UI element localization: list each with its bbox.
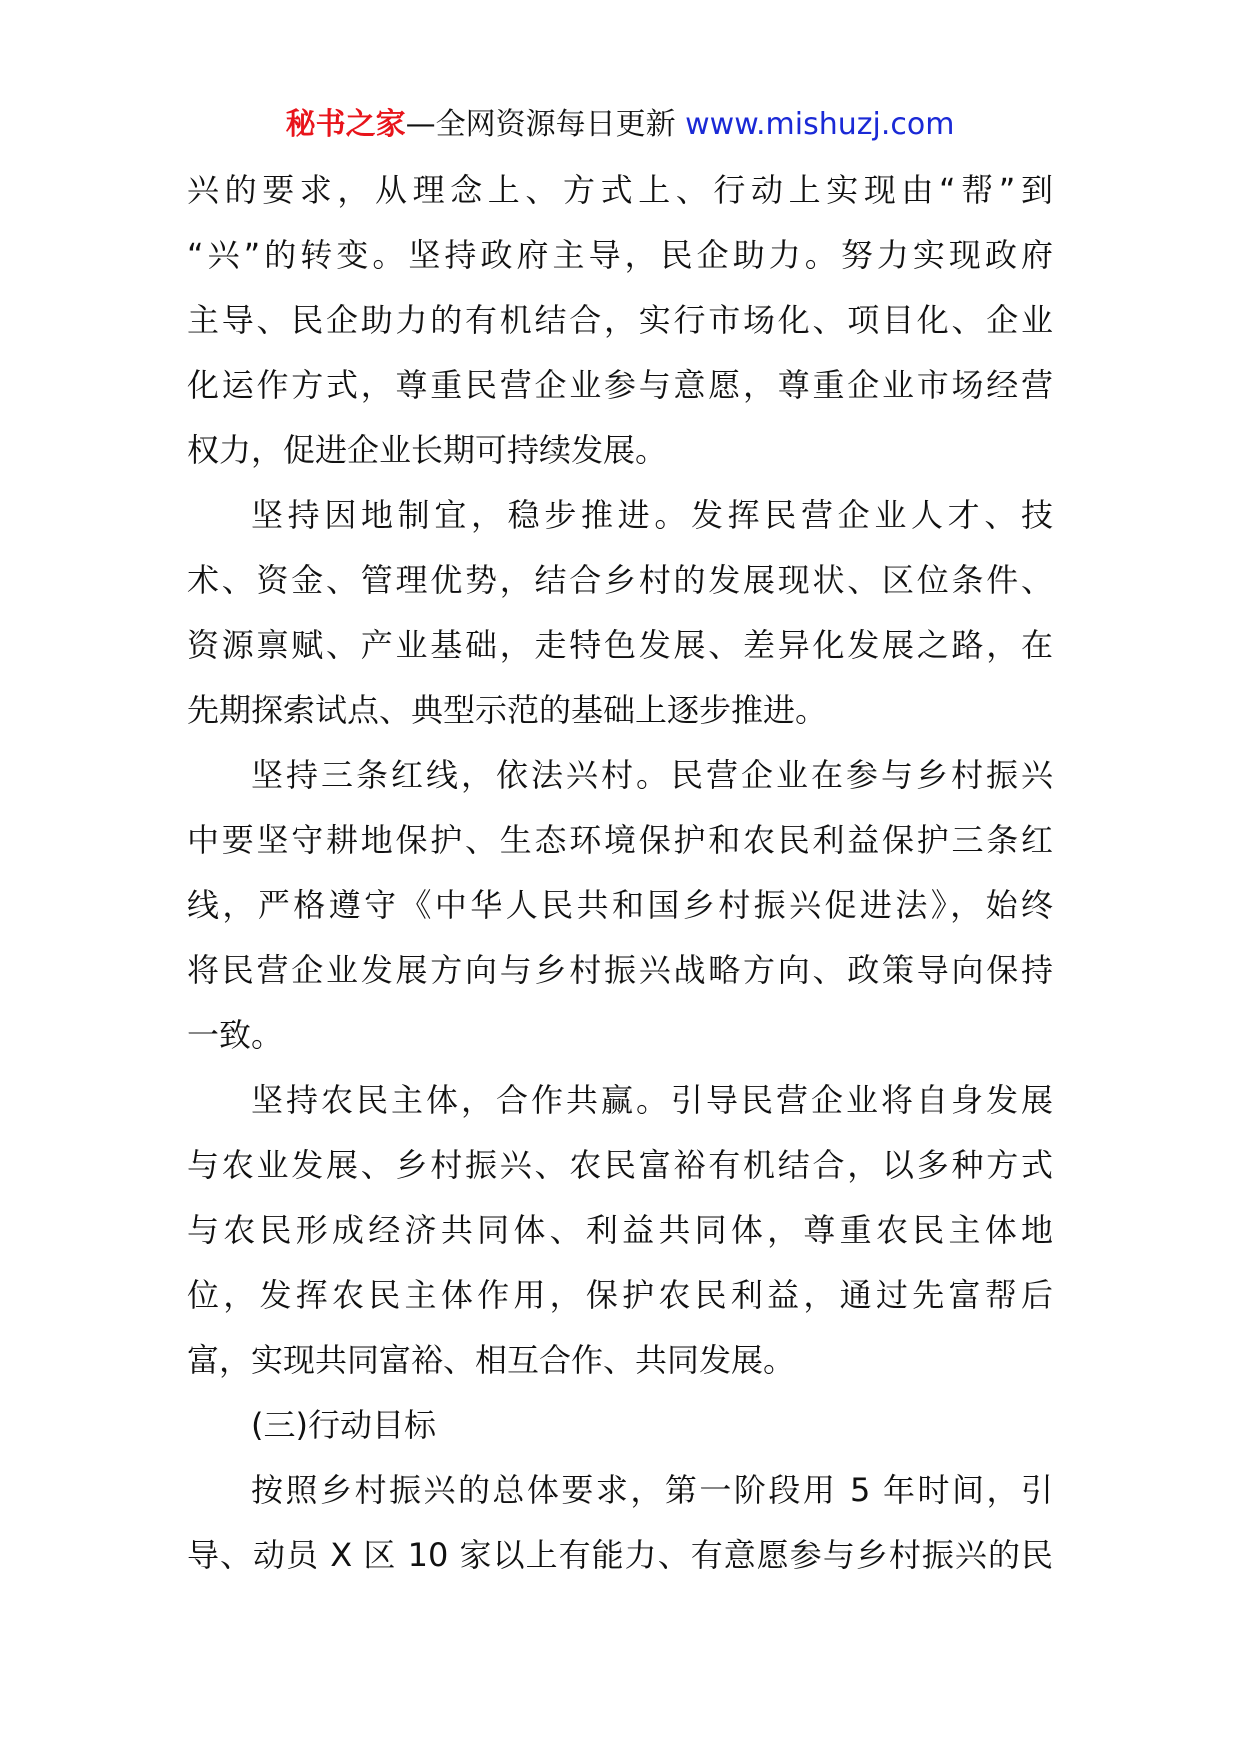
- text-line: 导、动员 X 区 10 家以上有能力、有意愿参与乡村振兴的民: [187, 1536, 1053, 1574]
- text-line: 坚持三条红线，依法兴村。民营企业在参与乡村振兴: [251, 756, 1053, 794]
- text-line: 坚持农民主体，合作共赢。引导民营企业将自身发展: [251, 1081, 1053, 1119]
- text-line: “兴”的转变。坚持政府主导，民企助力。努力实现政府: [187, 236, 1053, 274]
- text-line: 先期探索试点、典型示范的基础上逐步推进。: [187, 691, 828, 729]
- text-line: 兴的要求，从理念上、方式上、行动上实现由“帮”到: [187, 171, 1053, 209]
- text-line: 一致。: [187, 1016, 284, 1054]
- text-line: 与农民形成经济共同体、利益共同体，尊重农民主体地: [187, 1211, 1053, 1249]
- text-line: 位，发挥农民主体作用，保护农民利益，通过先富帮后: [187, 1276, 1053, 1314]
- text-line: 富，实现共同富裕、相互合作、共同发展。: [187, 1341, 796, 1379]
- text-line: (三)行动目标: [251, 1406, 436, 1444]
- document-body: [187, 158, 1053, 1588]
- header-brand: 秘书之家: [285, 107, 406, 142]
- text-line: 中要坚守耕地保护、生态环境保护和农民利益保护三条红: [187, 821, 1053, 859]
- header-site-link[interactable]: www.mishuzj.com: [685, 107, 955, 142]
- text-line: 权力，促进企业长期可持续发展。: [187, 431, 668, 469]
- text-line: 将民营企业发展方向与乡村振兴战略方向、政策导向保持: [187, 951, 1053, 989]
- header-slogan: —全网资源每日更新: [405, 107, 676, 142]
- text-line: 按照乡村振兴的总体要求，第一阶段用 5 年时间，引: [251, 1471, 1053, 1509]
- text-line: 与农业发展、乡村振兴、农民富裕有机结合，以多种方式: [187, 1146, 1053, 1184]
- text-line: 主导、民企助力的有机结合，实行市场化、项目化、企业: [187, 301, 1053, 339]
- text-line: 术、资金、管理优势，结合乡村的发展现状、区位条件、: [187, 561, 1053, 599]
- text-line: 资源禀赋、产业基础，走特色发展、差异化发展之路，在: [187, 626, 1053, 664]
- text-line: 坚持因地制宜，稳步推进。发挥民营企业人才、技: [251, 496, 1053, 534]
- page-header: [0, 100, 1240, 150]
- text-line: 化运作方式，尊重民营企业参与意愿，尊重企业市场经营: [187, 366, 1053, 404]
- text-line: 线，严格遵守《中华人民共和国乡村振兴促进法》，始终: [187, 886, 1053, 924]
